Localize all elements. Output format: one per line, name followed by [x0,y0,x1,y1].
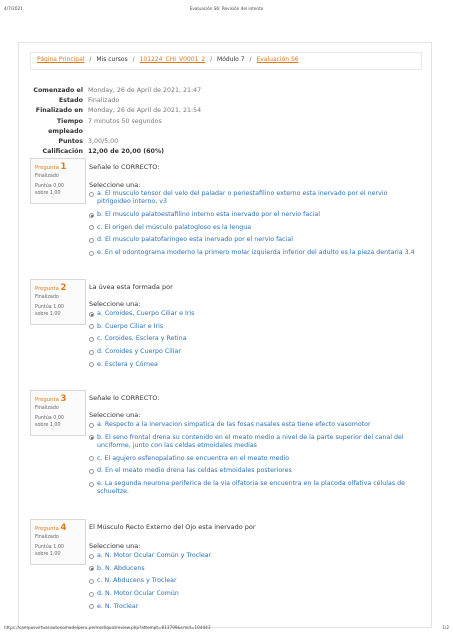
question-word: Pregunta [35,286,59,292]
answer-prompt: Seleccione una: [89,300,141,308]
print-footer [4,625,449,634]
question-grade [35,305,81,318]
breadcrumb-separator: / [132,56,135,63]
question-word: Pregunta [35,526,59,532]
question-grade-line: sobre 1,00 [35,551,61,557]
answer-option-label: a. Respecto a la inervacion simpatica de las fosas nasales esta tiene efecto vasomotor [97,421,371,428]
breadcrumb-quiz-link[interactable]: Evaluación S6 [256,56,299,63]
question-number-value: 4 [60,523,67,533]
radio-button[interactable] [89,213,94,218]
print-url: https://campusvirtual.autonomadelperu.pe/mod/quiz/review.php?attempt=813799&cmid=104443 [4,625,211,630]
question-state: Finalizado [35,406,59,411]
answer-option[interactable] [89,590,419,598]
answer-list [89,421,419,501]
question-info [30,158,86,204]
question-grade-line: sobre 1,00 [35,190,61,196]
answer-option-label: a. El musculo tensor del velo del paladar o periestafilino externo esta inervado por el nervio pitrigoideo interno, v3 [97,190,388,206]
answer-option[interactable] [89,552,419,560]
summary-label: Comenzado el [33,87,83,94]
breadcrumb-module: Módulo 7 [217,56,245,63]
question-info [30,390,86,436]
answer-option[interactable] [89,310,419,318]
summary-value: Finalizado [88,97,120,105]
answer-prompt: Seleccione una: [89,411,141,419]
answer-option-label: d. El musculo palatofaringeo esta inervado por el nervio facial [97,236,293,244]
breadcrumb-home-link[interactable]: Página Principal [37,56,85,63]
question-grade-line: sobre 1,00 [35,311,61,317]
question-grade [35,416,81,429]
radio-button[interactable] [89,423,94,428]
question-number [35,394,81,404]
question-state: Finalizado [35,535,59,540]
radio-button[interactable] [89,225,94,230]
summary-label: Estado [58,97,83,105]
answer-option-label: e. En el odontograma moderno la primero molar izquierda inferior del adulto es la pieza dentaria 3.4 [97,249,415,257]
answer-option-label: b. El seno frontal drena su contenido en el meato medio a nivel de la parte superior del canal del unciforme, junto con las celdas etmoidales medias [97,433,404,449]
summary-value [88,147,164,157]
summary-label: Calificación [42,147,83,155]
breadcrumb-course-link[interactable]: 101224_CHI_V0001_2 [139,56,206,63]
answer-option-label: c. El agujero esfenopalatino se encuentra en el meato medio [97,454,290,462]
question-grade-line: Puntúa 0,00 [35,416,64,421]
print-date: 4/7/2021 [4,6,23,11]
answer-option-label: c. N. Abducens y Troclear [97,577,177,585]
summary-row-finished [30,106,390,116]
question-grade [35,545,81,558]
radio-button[interactable] [89,579,94,584]
question-number-value: 3 [60,394,67,404]
question-text: La úvea esta formada por [89,283,173,291]
summary-row-started [30,86,390,96]
radio-button[interactable] [89,362,94,367]
answer-list [89,190,419,262]
summary-value: Monday, 26 de April de 2021, 21:47 [88,87,202,94]
breadcrumb [30,52,422,70]
question-grade [35,184,81,197]
radio-button[interactable] [89,469,94,474]
question-text: Señale lo CORRECTO: [89,394,160,402]
answer-option-label: c. El origen del músculo palatogloso es la lengua [97,223,252,231]
summary-label [30,117,88,137]
answer-option[interactable] [89,421,419,429]
answer-option[interactable] [89,434,419,450]
question-grade-line: Puntúa 0,00 [35,184,64,189]
answer-prompt: Seleccione una: [89,181,141,189]
answer-option[interactable] [89,603,419,611]
answer-option[interactable] [89,236,419,244]
print-page-count: 1/2 [442,625,449,630]
answer-option-label: e. La segunda neurona periferica de la via olfatoria se encuentra en la placoda olfativa células de schueltze. [97,480,406,496]
breadcrumb-separator: / [210,56,213,63]
summary-row-time [30,117,390,137]
radio-button[interactable] [89,251,94,256]
answer-option[interactable] [89,467,419,475]
answer-option-label: a. Coroides, Cuerpo Ciliar e Iris [97,310,195,317]
answer-option-label: d. En el meato medio drena las celdas etmoidales posteriores [97,467,292,475]
question-grade-line: Puntúa 1,00 [35,545,64,550]
radio-button[interactable] [89,592,94,597]
answer-option[interactable] [89,455,419,463]
question-number [35,162,81,172]
answer-prompt: Seleccione una: [89,542,141,550]
radio-button[interactable] [89,554,94,559]
question-text: El Músculo Recto Externo del Ojo esta inervado por [89,523,256,531]
radio-button[interactable] [89,324,94,329]
question-number [35,523,81,533]
answer-option-label: e. Esclera y Córnea [97,360,158,368]
radio-button[interactable] [89,337,94,342]
answer-option-label: c. Coroides, Esclera y Retina [97,335,187,343]
radio-button[interactable] [89,350,94,355]
answer-option[interactable] [89,348,419,356]
summary-label-line: Tiempo [56,117,83,125]
answer-option-label: b. N. Abducens [97,564,145,572]
grade-value: 12,00 de 20,00 (60%) [88,147,165,155]
summary-label-line: empleado [48,127,83,135]
summary-label: Puntos [58,137,83,145]
question-number-value: 1 [60,162,67,172]
question-grade-line: Puntúa 1,00 [35,305,64,310]
radio-button[interactable] [89,456,94,461]
answer-option[interactable] [89,565,419,573]
answer-option-label: a. N. Motor Ocular Común y Troclear [97,552,212,559]
breadcrumb-courses: Mis cursos [96,56,128,63]
radio-button[interactable] [89,435,94,440]
question-info [30,279,86,325]
answer-option[interactable] [89,249,419,257]
summary-value: 3,00/5,00 [88,137,119,145]
radio-button[interactable] [89,566,94,571]
summary-row-points [30,137,390,147]
question-info [30,519,86,565]
answer-option[interactable] [89,211,419,219]
question-word: Pregunta [35,165,59,171]
answer-option-label: d. Coroides y Cuerpo Ciliar [97,348,181,356]
question-number-value: 2 [60,283,67,293]
answer-option-label: e. N. Troclear [97,602,139,610]
question-state: Finalizado [35,174,59,179]
summary-value: 7 minutos 50 segundos [88,117,162,125]
summary-row-state [30,96,390,106]
radio-button[interactable] [89,238,94,243]
radio-button[interactable] [89,604,94,609]
radio-button[interactable] [89,192,94,197]
question-grade-line: sobre 1,00 [35,422,61,428]
answer-option[interactable] [89,361,419,369]
radio-button[interactable] [89,312,94,317]
answer-list [89,310,419,374]
answer-option[interactable] [89,577,419,585]
answer-option-label: d. N. Motor Ocular Común [97,590,179,598]
summary-value: Monday, 26 de April de 2021, 21:54 [88,107,202,115]
answer-option-label: b. El musculo palatoestafilino interno esta inervado por el nervio facial [97,210,321,218]
question-state: Finalizado [35,295,59,300]
answer-option[interactable] [89,480,419,496]
summary-row-grade [30,147,390,157]
answer-option[interactable] [89,323,419,331]
answer-list [89,552,419,616]
summary-label: Finalizado en [35,107,83,115]
print-header [4,6,449,15]
question-number [35,283,81,293]
breadcrumb-separator: / [249,56,252,63]
radio-button[interactable] [89,482,94,487]
answer-option-label: b. Cuerpo Ciliar e Iris [97,322,164,330]
answer-option[interactable] [89,224,419,232]
answer-option[interactable] [89,335,419,343]
breadcrumb-separator: / [89,56,92,63]
question-text: Señale lo CORRECTO: [89,163,160,171]
question-word: Pregunta [35,397,59,403]
answer-option[interactable] [89,190,419,206]
print-title: Evaluación S6: Revisión del intento [189,6,264,11]
attempt-summary [30,86,390,157]
